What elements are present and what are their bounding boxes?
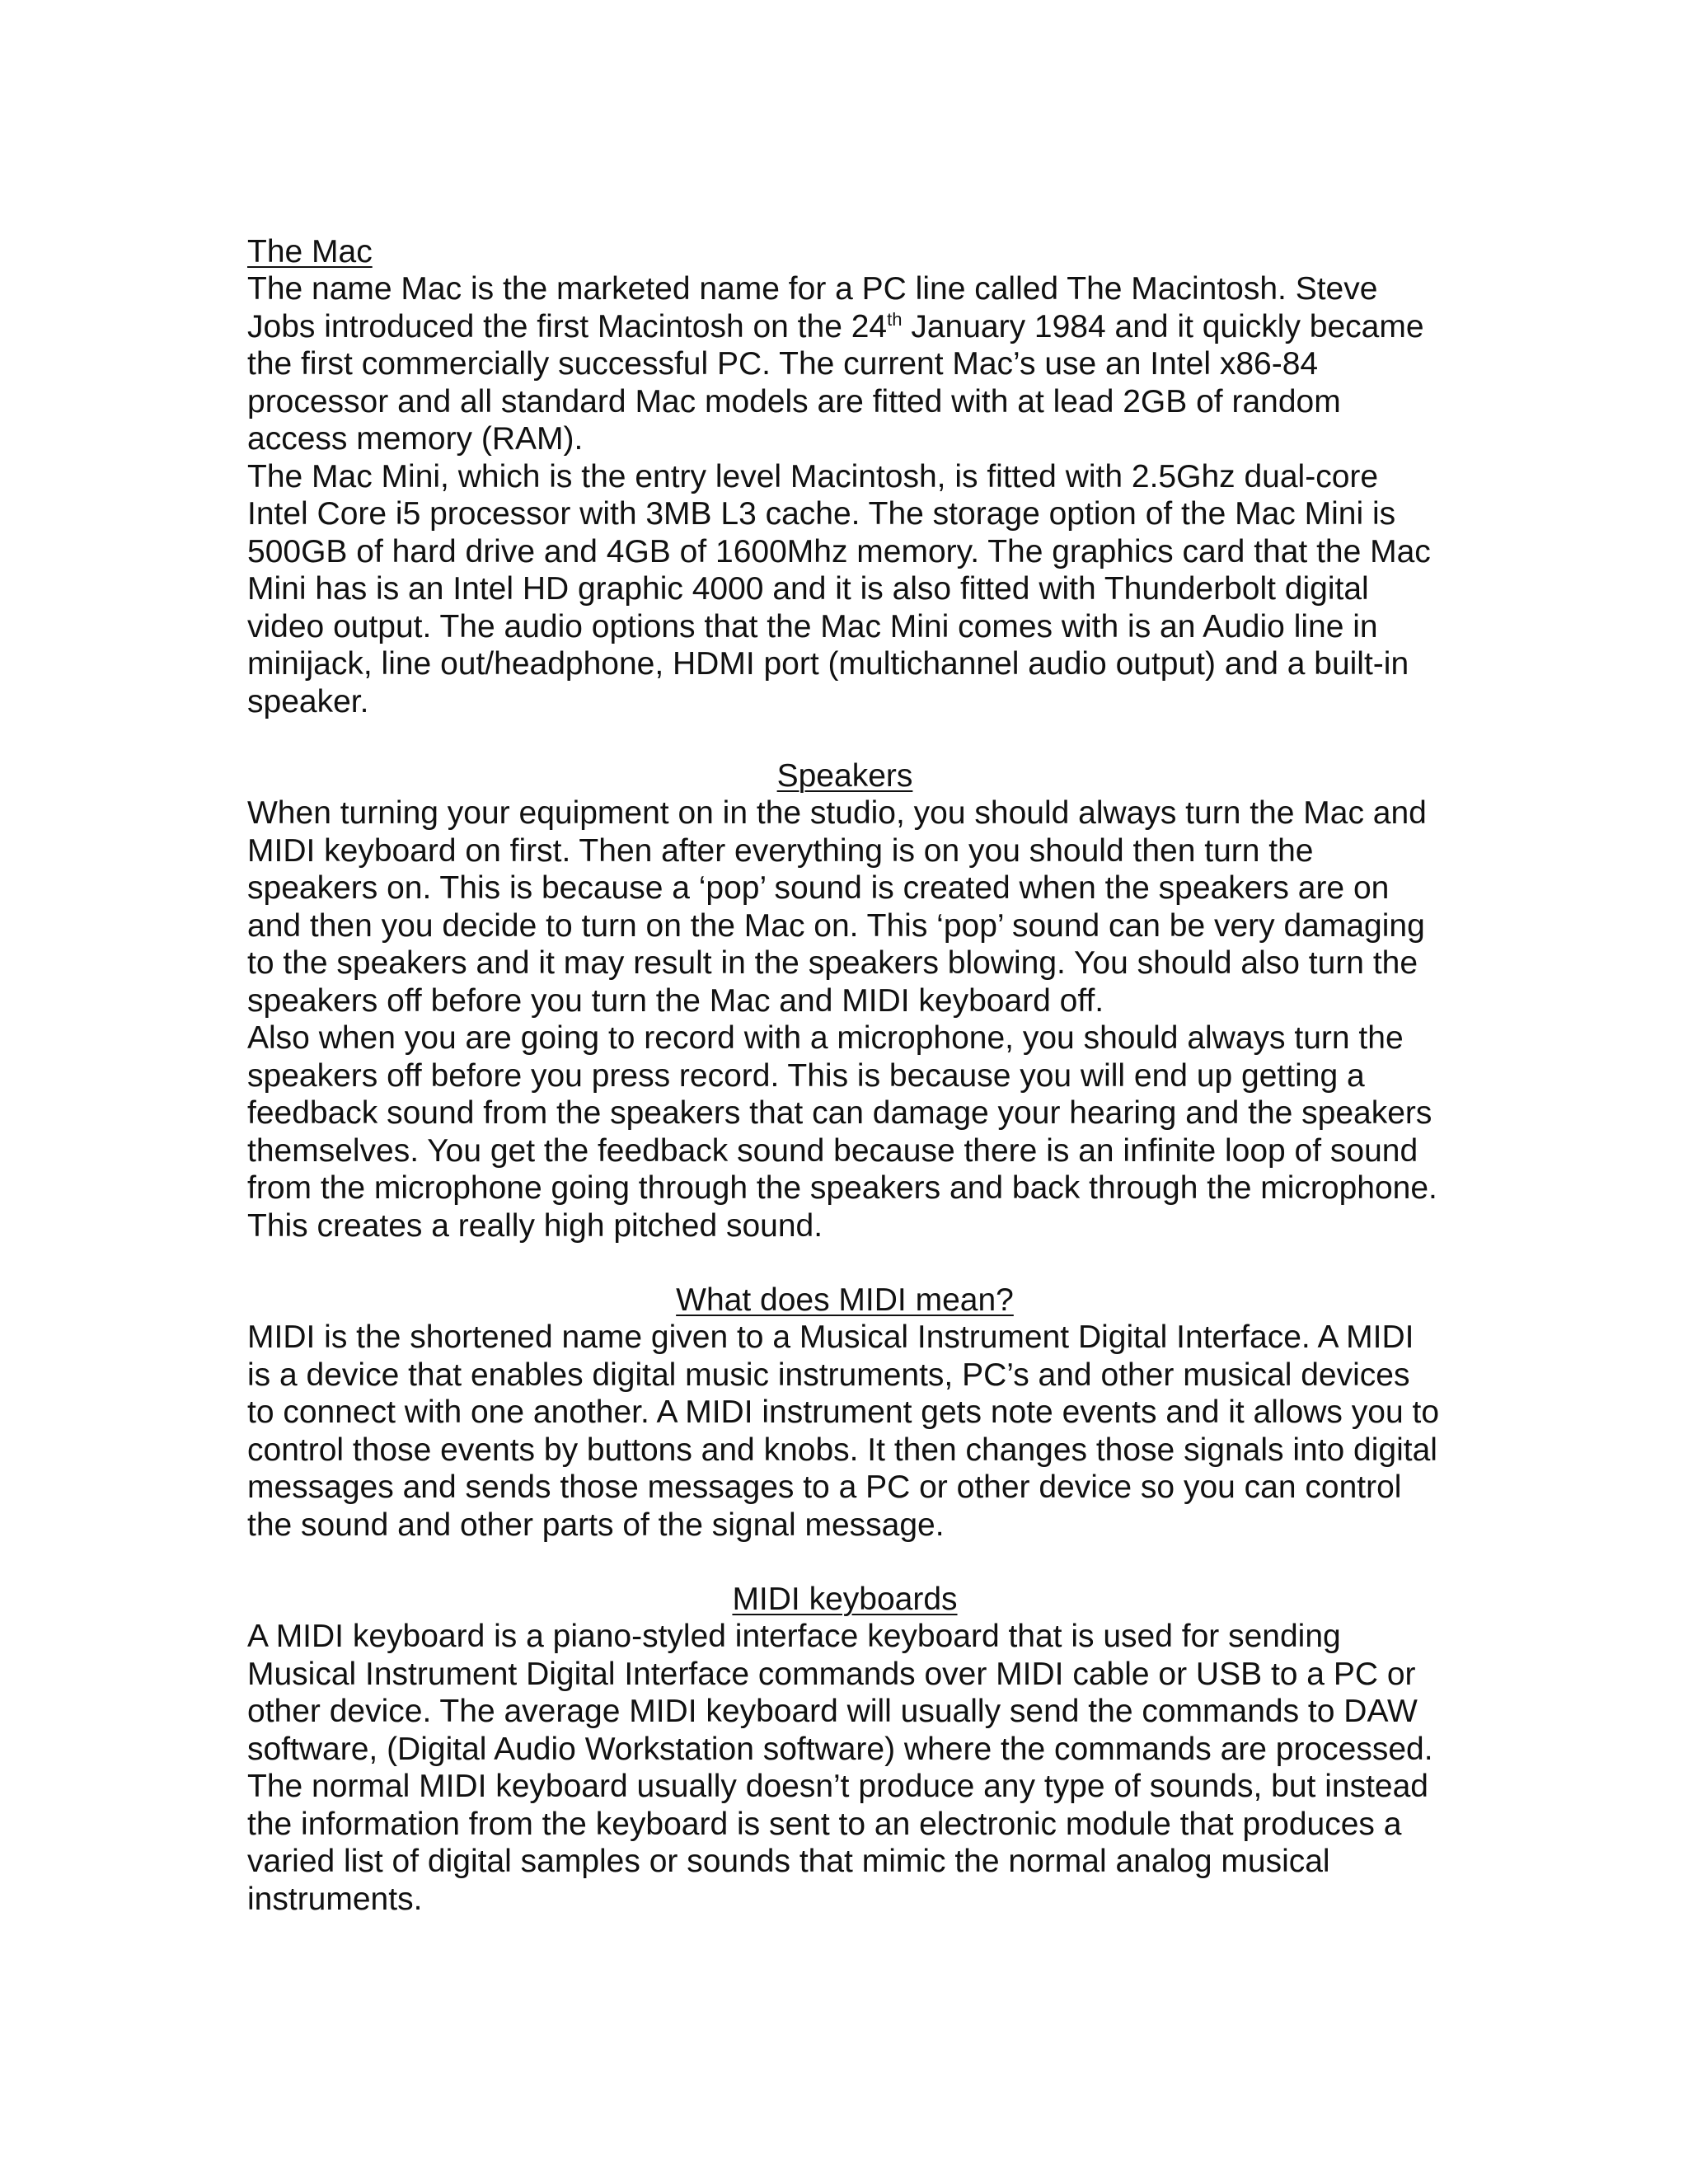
section-midi-keyboards	[247, 1581, 1442, 1918]
section-heading-midi-meaning: What does MIDI mean?	[676, 1282, 1014, 1318]
paragraph-speakers-power: When turning your equipment on in the studio, you should always turn the Mac and MIDI keyboard on first. Then after everything is on you should then turn the speakers on. This is because a ‘pop’ sound is created when the speakers are on and then you decide to turn on the Mac on. This ‘pop’ sound can be very damaging to the speakers and it may result in the speakers blowing. You should also turn the speakers off before you turn the Mac and MIDI keyboard off.	[247, 795, 1427, 1019]
paragraph-text: The name Mac is the marketed name for a PC line called The Macintosh. Steve Jobs introduced the first Macintosh on the 24	[247, 271, 1378, 344]
document-page	[247, 233, 1442, 1918]
paragraph-mac-mini: The Mac Mini, which is the entry level Macintosh, is fitted with 2.5Ghz dual-core Intel Core i5 processor with 3MB L3 cache. The storage option of the Mac Mini is 500GB of hard drive and 4GB of 1600Mhz memory. The graphics card that the Mac Mini has is an Intel HD graphic 4000 and it is also fitted with Thunderbolt digital video output. The audio options that the Mac Mini comes with is an Audio line in minijack, line out/headphone, HDMI port (multichannel audio output) and a built-in speaker.	[247, 458, 1431, 719]
section-the-mac	[247, 233, 1442, 720]
paragraph-text: January 1984 and it quickly became the first commercially successful PC. The current Mac’s use an Intel x86-84 processor and all standard Mac models are fitted with at lead 2GB of random access memory (RAM).	[247, 308, 1424, 457]
paragraph-mac-intro	[247, 270, 1442, 458]
section-heading-speakers: Speakers	[776, 758, 913, 794]
ordinal-superscript: th	[887, 308, 903, 330]
section-heading-the-mac: The Mac	[247, 234, 373, 269]
paragraph-midi-meaning: MIDI is the shortened name given to a Musical Instrument Digital Interface. A MIDI is a device that enables digital music instruments, PC’s and other musical devices to connect with one another. A MIDI instrument gets note events and it allows you to control those events by buttons and knobs. It then changes those signals into digital messages and sends those messages to a PC or other device so you can control the sound and other parts of the signal message.	[247, 1319, 1440, 1543]
section-spacer	[247, 1544, 1442, 1581]
paragraph-speakers-feedback: Also when you are going to record with a microphone, you should always turn the speakers off before you press record. This is because you will end up getting a feedback sound from the speakers that can damage your hearing and the speakers themselves. You get the feedback sound because there is an infinite loop of sound from the microphone going through the speakers and back through the microphone. This creates a really high pitched sound.	[247, 1020, 1437, 1244]
section-spacer	[247, 720, 1442, 757]
paragraph-midi-keyboards: A MIDI keyboard is a piano-styled interface keyboard that is used for sending Musical Instrument Digital Interface commands over MIDI cable or USB to a PC or other device. The average MIDI keyboard will usually send the commands to DAW software, (Digital Audio Workstation software) where the commands are processed. The normal MIDI keyboard usually doesn’t produce any type of sounds, but instead the information from the keyboard is sent to an electronic module that produces a varied list of digital samples or sounds that mimic the normal analog musical instruments.	[247, 1619, 1433, 1917]
section-heading-midi-keyboards: MIDI keyboards	[732, 1582, 958, 1617]
section-midi-meaning	[247, 1282, 1442, 1544]
section-spacer	[247, 1244, 1442, 1282]
section-speakers	[247, 757, 1442, 1244]
